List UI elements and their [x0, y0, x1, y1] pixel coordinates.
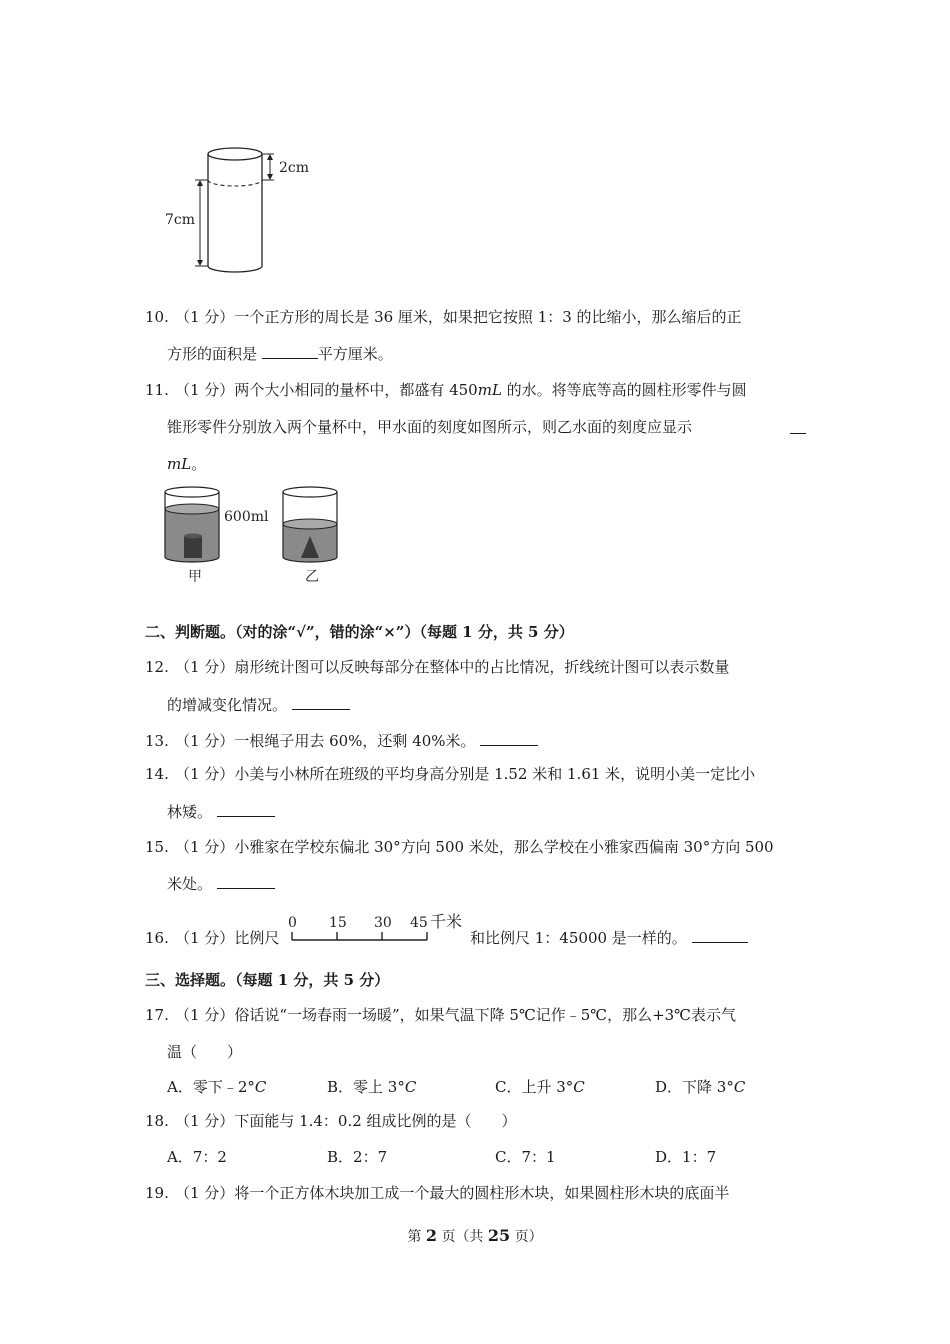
q16-text-post: 和比例尺 1：45000 是一样的。: [470, 929, 687, 947]
q10-line2: [167, 344, 393, 364]
cylinder-bottom-arc: [208, 266, 262, 272]
cup-b-label: 乙: [305, 569, 319, 585]
q17-option-b-text: 零上 3°: [353, 1078, 405, 1096]
q18-option-d-letter: D．: [655, 1148, 683, 1166]
q11-text1b: 的水。将等底等高的圆柱形零件与圆: [501, 381, 747, 399]
q12-line2: [167, 695, 350, 715]
q18-option-b-text: 2：7: [353, 1148, 388, 1166]
q19-line1: [175, 1183, 729, 1203]
cup-a-top: [165, 487, 219, 497]
cup-a-reading: 600ml: [224, 509, 269, 525]
q18-points: （1 分）: [175, 1112, 235, 1130]
q14-text2: 林矮。: [167, 803, 213, 821]
q18-number: 18.: [145, 1112, 169, 1130]
footer-post: 页）: [514, 1229, 543, 1245]
q17-option-d[interactable]: [655, 1077, 745, 1097]
cylinder-top-ellipse: [208, 148, 262, 160]
q14-number: 14.: [145, 765, 169, 783]
q19-number: 19.: [145, 1184, 169, 1202]
scale-label-0: 0: [288, 915, 297, 931]
water-arrowhead-down: [197, 260, 203, 266]
cylinder-part-top: [184, 534, 202, 539]
q18-text1: 下面能与 1.4：0.2 组成比例的是（ ）: [234, 1112, 517, 1130]
q11-answer-blank[interactable]: [790, 419, 806, 434]
q12-text1: 扇形统计图可以反映每部分在整体中的占比情况，折线统计图可以表示数量: [234, 658, 730, 676]
section-2-title: 二、判断题。（对的涂“√”，错的涂“×”）（每题 1 分，共 5 分）: [145, 623, 574, 641]
q17-number: 17.: [145, 1006, 169, 1024]
scale-unit: 千米: [430, 912, 463, 931]
q15-text1: 小雅家在学校东偏北 30°方向 500 米处，那么学校在小雅家西偏南 30°方向 500: [234, 838, 774, 856]
q10-text1: 一个正方形的周长是 36 厘米，如果把它按照 1：3 的比缩小，那么缩后的正: [234, 308, 742, 326]
q17-option-c-text: 上升 3°: [521, 1078, 574, 1096]
q17-option-c[interactable]: [495, 1077, 585, 1097]
q17-option-c-unit: C: [573, 1078, 585, 1096]
footer-total-pages: 25: [487, 1226, 511, 1245]
q16-text-pre: 比例尺: [234, 929, 280, 947]
q13-number: 13.: [145, 732, 169, 750]
water-line-front: [208, 180, 262, 186]
q17-option-a[interactable]: [167, 1077, 266, 1097]
q12-answer-blank[interactable]: [292, 695, 350, 710]
q14-line2: [167, 802, 275, 822]
q15-answer-blank[interactable]: [217, 874, 275, 889]
q18-option-c-letter: C．: [495, 1148, 522, 1166]
q12-points: （1 分）: [175, 658, 235, 676]
q17-option-d-letter: D．: [655, 1078, 683, 1096]
q13-text1: 一根绳子用去 60%，还剩 40%米。: [234, 732, 476, 750]
q10-text2b: 平方厘米。: [317, 345, 393, 363]
q10-answer-blank[interactable]: [262, 344, 318, 359]
q11-unit: mL: [477, 381, 502, 399]
q18-option-c-text: 7：1: [521, 1148, 556, 1166]
scale-label-15: 15: [329, 915, 347, 931]
q10-points: （1 分）: [175, 308, 235, 326]
q16-number: 16.: [145, 929, 169, 947]
q18-option-c[interactable]: [495, 1147, 556, 1167]
q15-text2: 米处。: [167, 875, 213, 893]
q15-points: （1 分）: [175, 838, 235, 856]
cup-b-water-surface: [283, 519, 337, 529]
q16-line1-pre: [175, 928, 279, 948]
q10-number: 10.: [145, 308, 169, 326]
q11-line1: [175, 380, 747, 400]
footer-page-number: 2: [425, 1226, 437, 1245]
cylinder-figure: [160, 140, 330, 275]
q17-option-b-unit: C: [404, 1078, 417, 1096]
footer-pre: 第: [407, 1229, 422, 1245]
scale-label-30: 30: [374, 915, 392, 931]
q12-number: 12.: [145, 658, 169, 676]
q17-option-a-text: 零下﹣2°: [192, 1078, 255, 1096]
q17-points: （1 分）: [175, 1006, 235, 1024]
q11-points: （1 分）: [175, 381, 235, 399]
q10-text2a: 方形的面积是: [167, 345, 258, 363]
q11-line2: [167, 417, 692, 437]
q18-option-d-text: 1：7: [682, 1148, 717, 1166]
q13-answer-blank[interactable]: [480, 731, 538, 746]
q18-option-a[interactable]: [167, 1147, 227, 1167]
q11-unit-line3: mL: [167, 455, 192, 473]
measuring-cups-figure: [160, 484, 360, 586]
q14-answer-blank[interactable]: [217, 802, 275, 817]
q17-text1: 俗话说“一场春雨一场暖”，如果气温下降 5℃记作﹣5℃，那么+3℃表示气: [234, 1006, 736, 1024]
q12-line1: [175, 657, 729, 677]
q19-points: （1 分）: [175, 1184, 235, 1202]
q14-points: （1 分）: [175, 765, 235, 783]
top-gap-arrowhead-up: [267, 154, 273, 160]
q15-line2: [167, 874, 275, 894]
q11-text1a: 两个大小相同的量杯中，都盛有 450: [234, 381, 478, 399]
water-height-label: 7cm: [165, 212, 196, 228]
q17-option-b-letter: B．: [327, 1078, 354, 1096]
q14-line1: [175, 764, 755, 784]
top-gap-arrowhead-down: [267, 174, 273, 180]
q16-line1-post: [470, 928, 748, 948]
q17-option-d-unit: C: [733, 1078, 746, 1096]
q17-line2: 温（ ）: [167, 1043, 243, 1061]
q17-option-a-unit: C: [254, 1078, 267, 1096]
page-footer: [0, 1226, 950, 1247]
top-gap-label: 2cm: [279, 160, 310, 176]
footer-mid: 页（共: [441, 1229, 484, 1245]
section-3-title: 三、选择题。（每题 1 分，共 5 分）: [145, 971, 390, 989]
q18-option-a-letter: A．: [167, 1148, 193, 1166]
q13-points: （1 分）: [175, 732, 235, 750]
water-arrowhead-up: [197, 180, 203, 186]
cup-a-label: 甲: [188, 569, 202, 585]
q18-option-d[interactable]: [655, 1147, 716, 1167]
q15-line1: [175, 837, 774, 857]
q18-option-b[interactable]: [327, 1147, 387, 1167]
q15-number: 15.: [145, 838, 169, 856]
q18-option-b-letter: B．: [327, 1148, 354, 1166]
cup-b-top: [283, 487, 337, 497]
cup-a-water-surface: [165, 504, 219, 514]
q17-option-a-letter: A．: [167, 1078, 193, 1096]
q11-line3: [167, 454, 206, 474]
q17-option-b[interactable]: [327, 1077, 416, 1097]
q18-line1: [175, 1111, 517, 1131]
q17-option-c-letter: C．: [495, 1078, 522, 1096]
q18-option-a-text: 7：2: [192, 1148, 227, 1166]
cylinder-part: [184, 536, 202, 558]
q17-line1: [175, 1005, 736, 1025]
q19-text1: 将一个正方体木块加工成一个最大的圆柱形木块，如果圆柱形木块的底面半: [234, 1184, 730, 1202]
scale-bar: [286, 910, 472, 946]
q14-text1: 小美与小林所在班级的平均身高分别是 1.52 米和 1.61 米，说明小美一定比小: [234, 765, 756, 783]
q17-option-d-text: 下降 3°: [682, 1078, 734, 1096]
q10-line1: [175, 307, 742, 327]
q16-points: （1 分）: [175, 929, 235, 947]
q11-text2: 锥形零件分别放入两个量杯中，甲水面的刻度如图所示，则乙水面的刻度应显示: [167, 418, 693, 436]
q11-number: 11.: [145, 381, 169, 399]
q16-answer-blank[interactable]: [692, 928, 748, 943]
q13-line1: [175, 731, 538, 751]
scale-label-45: 45: [410, 915, 428, 931]
q11-text3: 。: [191, 455, 207, 473]
q12-text2: 的增减变化情况。: [167, 696, 288, 714]
